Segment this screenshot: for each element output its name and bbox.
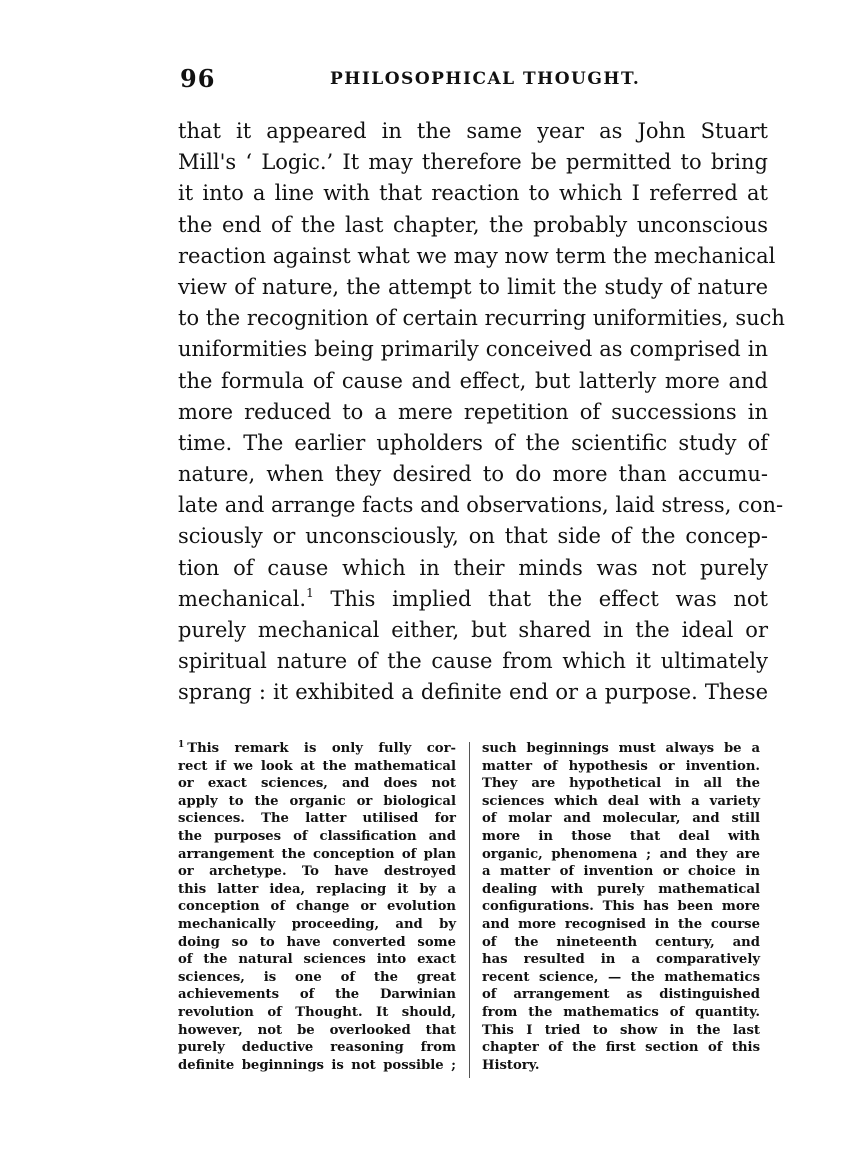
footnote-line: History. xyxy=(482,1057,540,1073)
footnote-area xyxy=(178,740,768,1085)
footnote-line: sciences. The latter utilised for xyxy=(178,811,456,827)
footnote-line: conception of change or evolution xyxy=(178,899,456,915)
page-header xyxy=(180,64,770,98)
footnote-line: or archetype. To have destroyed xyxy=(178,864,456,880)
footnote-line: recent science, — the mathematics xyxy=(482,969,760,985)
running-head: PHILOSOPHICAL THOUGHT. xyxy=(330,69,641,89)
body-line: late and arrange facts and observations, laid stress, con- xyxy=(178,493,784,518)
body-line: time. The earlier upholders of the scientific study of xyxy=(178,430,768,455)
footnote-line: or exact sciences, and does not xyxy=(178,776,456,792)
body-text-segment: mechanical. xyxy=(178,586,307,611)
footnote-line: of arrangement as distinguished xyxy=(482,987,760,1003)
footnote-line: matter of hypothesis or invention. xyxy=(482,758,760,774)
footnote-line: They are hypothetical in all the xyxy=(482,776,760,792)
footnote-line: purely deductive reasoning from xyxy=(178,1040,456,1056)
body-line: nature, when they desired to do more than accumu- xyxy=(178,462,768,487)
footnote-line: the purposes of classification and xyxy=(178,828,456,844)
footnote-line: definite beginnings is not possible ; xyxy=(178,1057,456,1073)
footnote-line: achievements of the Darwinian xyxy=(178,987,456,1003)
footnote-column-divider xyxy=(469,742,470,1078)
footnote-column-left xyxy=(178,740,456,1074)
body-line: uniformities being primarily conceived as comprised in xyxy=(178,337,768,362)
footnote-line: from the mathematics of quantity. xyxy=(482,1004,760,1020)
body-line-with-footnote-ref xyxy=(178,584,768,615)
footnote-line: apply to the organic or biological xyxy=(178,793,456,809)
footnote-line: organic, phenomena ; and they are xyxy=(482,846,760,862)
body-line: reaction against what we may now term the mechanical xyxy=(178,243,776,268)
body-line: view of nature, the attempt to limit the study of nature xyxy=(178,274,768,299)
footnote-line: sciences which deal with a variety xyxy=(482,793,760,809)
footnote-line: revolution of Thought. It should, xyxy=(178,1004,456,1020)
footnote-line: of the nineteenth century, and xyxy=(482,934,760,950)
body-line: Mill's ‘ Logic.’ It may therefore be permitted to bring xyxy=(178,150,768,175)
body-line: to the recognition of certain recurring uniformities, such xyxy=(178,306,785,331)
footnote-line: sciences, is one of the great xyxy=(178,969,456,985)
footnote-line: of molar and molecular, and still xyxy=(482,811,760,827)
footnote-line: arrangement the conception of plan xyxy=(178,846,456,862)
body-line: more reduced to a mere repetition of successions in xyxy=(178,399,768,424)
footnote-column-right xyxy=(482,740,760,1074)
body-text-segment: This implied that the effect was not xyxy=(313,586,768,611)
body-text xyxy=(178,116,785,709)
body-line: sprang : it exhibited a definite end or a purpose. These xyxy=(178,680,768,705)
body-line: the end of the last chapter, the probably unconscious xyxy=(178,212,768,237)
footnote-line: configurations. This has been more xyxy=(482,899,760,915)
footnote-line: however, not be overlooked that xyxy=(178,1022,456,1038)
body-line: tion of cause which in their minds was not purely xyxy=(178,555,768,580)
body-line: spiritual nature of the cause from which it ultimately xyxy=(178,649,768,674)
footnote-line: has resulted in a comparatively xyxy=(482,952,760,968)
footnote-line: this latter idea, replacing it by a xyxy=(178,881,456,897)
body-line: purely mechanical either, but shared in the ideal or xyxy=(178,618,768,642)
footnote-line: doing so to have converted some xyxy=(178,934,456,950)
footnote-reference[interactable]: 1 xyxy=(306,585,314,600)
body-line: it into a line with that reaction to which I referred at xyxy=(178,181,768,206)
footnote-line: a matter of invention or choice in xyxy=(482,864,760,880)
footnote-line: of the natural sciences into exact xyxy=(178,952,456,968)
footnote-line: This I tried to show in the last xyxy=(482,1022,760,1038)
footnote-line: and more recognised in the course xyxy=(482,916,760,932)
body-line: that it appeared in the same year as John Stuart xyxy=(178,119,768,143)
footnote-number: 1 xyxy=(178,740,185,750)
footnote-line: rect if we look at the mathematical xyxy=(178,758,456,774)
footnote-line: dealing with purely mathematical xyxy=(482,881,760,897)
body-line: the formula of cause and effect, but latterly more and xyxy=(178,368,768,393)
footnote-line: more in those that deal with xyxy=(482,828,760,844)
footnote-text-segment: This remark is only fully cor- xyxy=(187,741,456,756)
body-line: sciously or unconsciously, on that side of the concep- xyxy=(178,524,768,549)
page-number: 96 xyxy=(180,64,216,93)
footnote-line: mechanically proceeding, and by xyxy=(178,916,456,932)
footnote-line: such beginnings must always be a xyxy=(482,741,760,756)
footnote-line: chapter of the first section of this xyxy=(482,1040,760,1056)
footnote-line xyxy=(178,740,456,758)
